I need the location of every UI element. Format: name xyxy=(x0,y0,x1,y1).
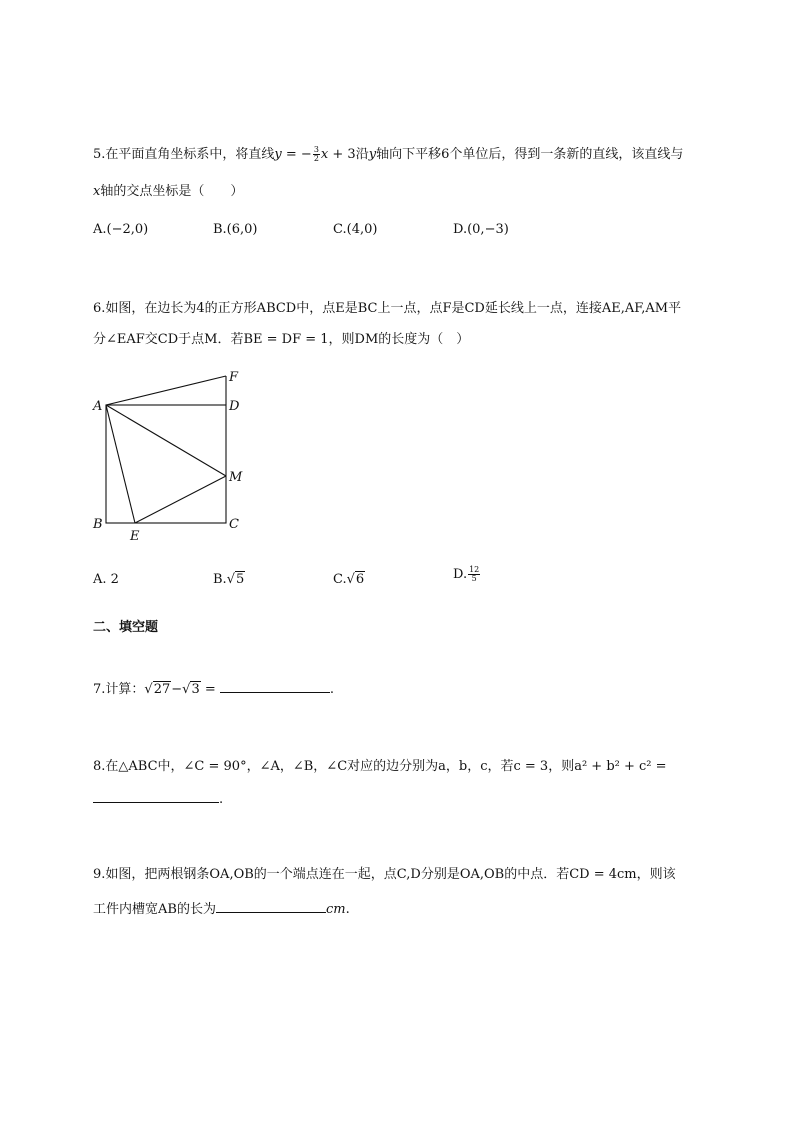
label-c: C xyxy=(229,517,239,532)
var-y-axis: y xyxy=(368,147,377,162)
q6-option-d xyxy=(453,566,481,583)
sqrt-3: √3 xyxy=(182,682,200,697)
label-b: B xyxy=(93,517,103,532)
answer-blank[interactable] xyxy=(93,788,219,803)
period: . xyxy=(219,792,224,807)
q6-option-c xyxy=(333,572,365,587)
q9-line-1: 9.如图，把两根钢条OA,OB的一个端点连在一起，点C,D分别是OA,OB的中点．若CD = 4cm，则该 xyxy=(93,867,676,882)
segment-am xyxy=(106,405,226,476)
square-abcd xyxy=(106,405,226,523)
q5-text-c: 轴的交点坐标是（ ） xyxy=(100,184,244,199)
equals-sign: = xyxy=(200,682,220,697)
frac-num: 3 xyxy=(313,145,319,154)
sqrt-6: √6 xyxy=(346,572,365,587)
opt-d-prefix: D. xyxy=(453,567,468,582)
label-e: E xyxy=(130,529,140,544)
square-figure xyxy=(85,362,255,547)
q5-line-2 xyxy=(93,183,243,201)
fraction-3-2 xyxy=(313,146,320,163)
q6-line-2: 分∠EAF交CD于点M．若BE = DF = 1，则DM的长度为（ ） xyxy=(93,332,470,347)
var-x: x xyxy=(320,147,329,162)
sqrt-27: √27 xyxy=(144,682,171,697)
answer-blank[interactable] xyxy=(216,898,326,913)
q6-line-1: 6.如图，在边长为4的正方形ABCD中，点E是BC上一点，点F是CD延长线上一点，连接AE,AF,AM平 xyxy=(93,301,682,316)
sqrt-5: √5 xyxy=(226,572,245,587)
var-x-axis: x xyxy=(93,184,101,199)
segment-ae xyxy=(106,405,135,523)
q5-text: 5.在平面直角坐标系中，将直线 xyxy=(93,147,275,162)
q8-line-1: 8.在△ABC中，∠C = 90°，∠A，∠B，∠C对应的边分别为a，b，c，若c = 3，则a² + b² + c² = xyxy=(93,759,667,774)
radicand: 5 xyxy=(235,572,245,587)
q7-line xyxy=(93,678,334,699)
label-f: F xyxy=(229,370,239,385)
label-d: D xyxy=(229,399,240,414)
plus-three: + 3沿 xyxy=(328,147,369,162)
radicand: 6 xyxy=(355,572,365,587)
frac-num: 12 xyxy=(469,565,480,574)
answer-blank[interactable] xyxy=(220,678,330,693)
q5-option-a: A.(−2,0) xyxy=(93,222,149,237)
radicand: 27 xyxy=(153,682,171,697)
frac-den: 2 xyxy=(313,154,319,163)
segment-af xyxy=(106,376,226,405)
label-m: M xyxy=(229,470,243,485)
q5-text-b: 轴向下平移6个单位后，得到一条新的直线，该直线与 xyxy=(376,147,684,162)
q8-line-2 xyxy=(93,788,223,809)
frac-den: 5 xyxy=(471,574,477,583)
unit-cm: cm xyxy=(325,902,346,917)
q6-option-a: A. 2 xyxy=(93,572,119,587)
fraction-12-5 xyxy=(468,566,480,583)
q5-option-b: B.(6,0) xyxy=(213,222,258,237)
q5-option-c: C.(4,0) xyxy=(333,222,378,237)
segment-em xyxy=(135,476,226,523)
minus-sign: − xyxy=(171,682,183,697)
var-y: y xyxy=(274,147,282,162)
q9-text: 工件内槽宽AB的长为 xyxy=(93,902,216,917)
label-a: A xyxy=(93,399,103,414)
q6-option-b xyxy=(213,572,245,587)
equals-minus: = − xyxy=(281,147,312,162)
section-heading-fill-in: 二、填空题 xyxy=(93,620,159,635)
q5-line-1 xyxy=(93,146,683,164)
period: . xyxy=(345,902,350,917)
period: . xyxy=(329,682,335,697)
opt-b-prefix: B. xyxy=(213,572,227,587)
opt-c-prefix: C. xyxy=(333,572,347,587)
radicand: 3 xyxy=(191,682,200,697)
q7-prefix: 7.计算： xyxy=(93,682,145,697)
q9-line-2 xyxy=(93,898,350,919)
q5-option-d: D.(0,−3) xyxy=(453,222,509,237)
